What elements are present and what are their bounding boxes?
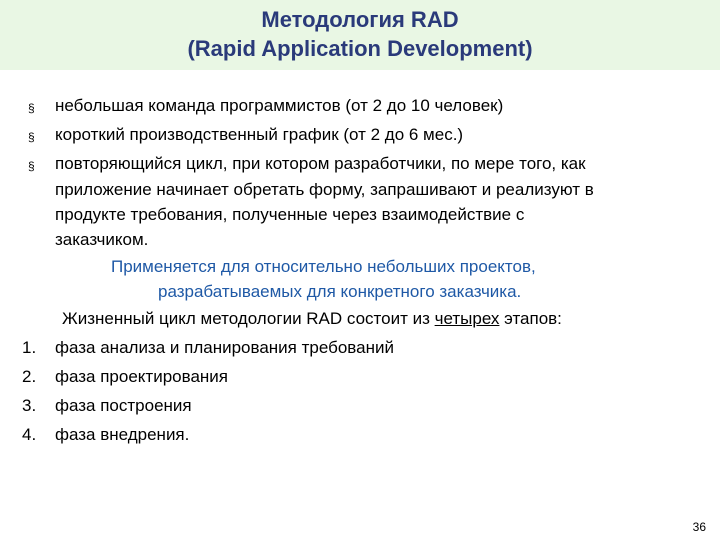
phase-item: фаза проектирования	[55, 367, 228, 386]
lifecycle-emphasis: четырех	[434, 309, 500, 328]
bullet-marker: §	[28, 159, 35, 173]
note-line: Применяется для относительно небольших проектов,	[111, 257, 536, 276]
phase-item: фаза анализа и планирования требований	[55, 338, 394, 357]
bullet-marker: §	[28, 101, 35, 115]
bullet-item: повторяющийся цикл, при котором разработчики, по мере того, как	[55, 154, 586, 173]
slide-subtitle: (Rapid Application Development)	[187, 36, 533, 61]
phase-item: фаза построения	[55, 396, 192, 415]
bullet-marker: §	[28, 130, 35, 144]
phase-number: 3.	[22, 396, 37, 415]
phase-number: 2.	[22, 367, 37, 386]
bullet-item-continuation: продукте требования, полученные через взаимодействие с	[55, 205, 525, 224]
phase-number: 1.	[22, 338, 37, 357]
phase-number: 4.	[22, 425, 37, 444]
page-number: 36	[692, 520, 706, 534]
lifecycle-suffix: этапов:	[499, 309, 562, 328]
bullet-item-continuation: заказчиком.	[55, 230, 149, 249]
bullet-item: короткий производственный график (от 2 до 6 мес.)	[55, 125, 464, 144]
lifecycle-sentence	[62, 308, 562, 330]
phase-item: фаза внедрения.	[55, 425, 190, 444]
lifecycle-prefix: Жизненный цикл методологии RAD состоит из	[62, 309, 435, 328]
bullet-item: небольшая команда программистов (от 2 до 10 человек)	[55, 96, 504, 115]
slide-title: Методология RAD	[261, 7, 459, 32]
note-line: разрабатываемых для конкретного заказчика.	[158, 282, 522, 301]
bullet-item-continuation: приложение начинает обретать форму, запрашивают и реализуют в	[55, 180, 594, 199]
